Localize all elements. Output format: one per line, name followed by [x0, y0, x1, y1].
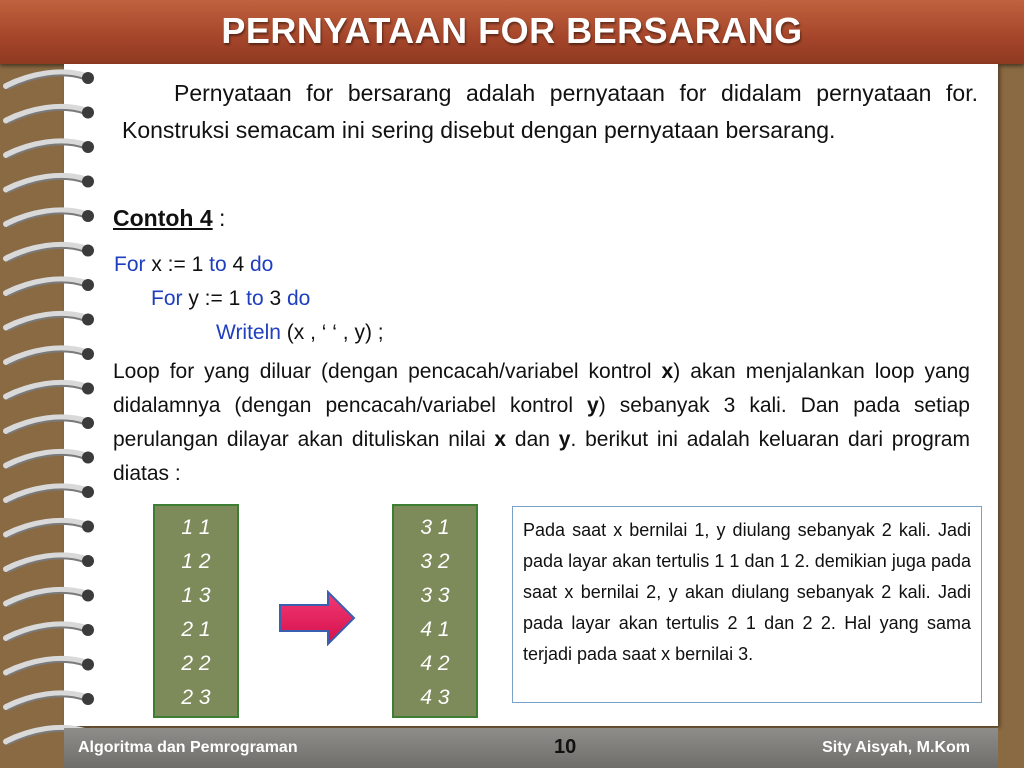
code-keyword: to	[209, 253, 227, 276]
binding-hole	[82, 693, 94, 705]
binding-hole	[82, 176, 94, 188]
output-box-right	[392, 504, 478, 718]
code-keyword: to	[246, 287, 264, 310]
example-heading-label: Contoh 4	[113, 205, 213, 231]
code-keyword: For	[151, 287, 183, 310]
variable-x: x	[494, 428, 507, 451]
binding-hole	[82, 624, 94, 636]
binding-hole	[82, 314, 94, 326]
output-line: 1 3	[181, 584, 211, 607]
variable-x: x	[661, 360, 674, 383]
explanation-text: ) akan menjalankan loop yang didalamnya (dengan pencacah/variabel kontrol	[113, 360, 970, 417]
binding-hole	[82, 383, 94, 395]
code-line-2	[151, 287, 310, 311]
output-line: 3 2	[420, 550, 450, 573]
binding-hole	[82, 521, 94, 533]
binding-hole	[82, 279, 94, 291]
code-keyword: do	[287, 287, 311, 310]
slide-title: PERNYATAAN FOR BERSARANG	[221, 10, 803, 51]
spiral-binding-icon	[0, 64, 100, 754]
code-keyword: do	[250, 253, 274, 276]
code-keyword: For	[114, 253, 146, 276]
binding-hole	[82, 486, 94, 498]
explanation-text: . berikut ini adalah keluaran dari program diatas :	[113, 428, 970, 485]
output-box-left	[153, 504, 239, 718]
output-line: 2 1	[181, 618, 211, 641]
binding-hole	[82, 107, 94, 119]
intro-paragraph: Pernyataan for bersarang adalah pernyataan for didalam pernyataan for. Konstruksi semacam ini sering disebut dengan pernyataan bersarang.	[122, 80, 978, 143]
output-line: 1 1	[181, 516, 211, 539]
code-line-3	[216, 321, 384, 345]
explanation-note: Pada saat x bernilai 1, y diulang sebanyak 2 kali. Jadi pada layar akan tertulis 1 1 dan 1 2. demikian juga pada saat x bernilai 2, y akan diulang sebanyak 2 kali. Jadi pada layar akan tertulis 2 1 dan 2 2. Hal yang sama terjadi pada saat x bernilai 3.	[512, 506, 982, 703]
code-keyword: Writeln	[216, 321, 281, 344]
footer-course: Algoritma dan Pemrograman	[78, 739, 298, 756]
binding-hole	[82, 452, 94, 464]
binding-hole	[82, 72, 94, 84]
code-text: x := 1	[145, 253, 210, 276]
explanation-text: Loop for yang diluar (dengan pencacah/variabel kontrol	[113, 360, 662, 383]
title-bar	[0, 0, 1024, 64]
output-line: 1 2	[181, 550, 211, 573]
footer	[64, 728, 998, 768]
example-heading-colon: :	[212, 205, 226, 231]
page-number: 10	[554, 736, 577, 758]
binding-hole	[82, 245, 94, 257]
example-heading	[113, 205, 225, 232]
binding-hole	[82, 555, 94, 567]
output-line: 2 3	[181, 686, 211, 709]
code-text: 3	[263, 287, 287, 310]
binding-hole	[82, 348, 94, 360]
output-line: 3 3	[420, 584, 450, 607]
code-text: 4	[226, 253, 250, 276]
output-line: 3 1	[420, 516, 450, 539]
binding-hole	[82, 417, 94, 429]
code-text: (x , ‘ ‘ , y) ;	[280, 321, 384, 344]
footer-author: Sity Aisyah, M.Kom	[822, 739, 970, 756]
code-text: y := 1	[182, 287, 247, 310]
explanation-paragraph	[113, 355, 970, 491]
binding-hole	[82, 590, 94, 602]
code-line-1	[114, 253, 273, 277]
binding-hole	[82, 659, 94, 671]
output-line: 4 3	[420, 686, 450, 709]
explanation-text: ) sebanyak 3 kali. Dan pada setiap perulangan dilayar akan dituliskan nilai	[113, 394, 970, 451]
binding-hole	[82, 141, 94, 153]
variable-y: y	[587, 394, 599, 417]
right-arrow-icon	[278, 590, 356, 646]
output-line: 2 2	[181, 652, 211, 675]
binding-hole	[82, 210, 94, 222]
output-line: 4 2	[420, 652, 450, 675]
variable-y: y	[558, 428, 571, 451]
output-line: 4 1	[420, 618, 450, 641]
explanation-text: dan	[506, 428, 559, 451]
